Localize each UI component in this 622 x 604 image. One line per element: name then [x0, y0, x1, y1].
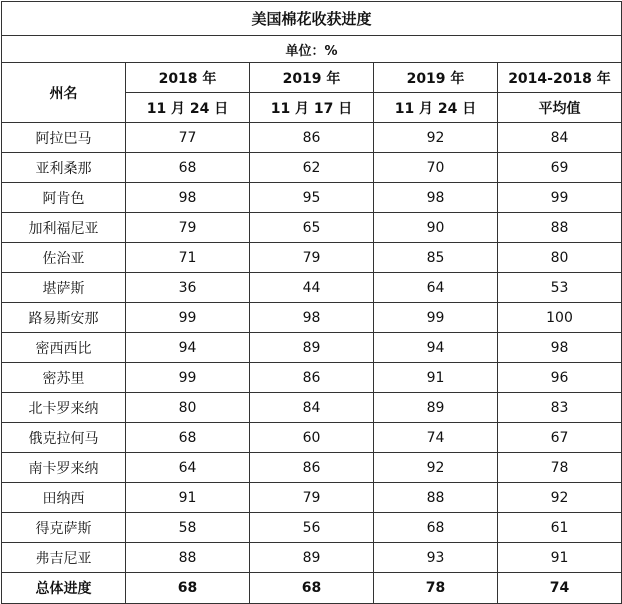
table-row	[2, 543, 622, 573]
table-row	[2, 453, 622, 483]
progress-value-cell: 70	[374, 153, 498, 183]
table-row	[2, 303, 622, 333]
progress-value-cell: 91	[126, 483, 250, 513]
state-name-cell: 弗吉尼亚	[2, 543, 126, 573]
column-header-line2: 11 月 17 日	[250, 93, 374, 123]
table-row	[2, 123, 622, 153]
progress-value-cell: 98	[126, 183, 250, 213]
cotton-harvest-table-container	[1, 1, 621, 597]
progress-value-cell: 98	[498, 333, 622, 363]
state-name-cell: 阿肯色	[2, 183, 126, 213]
progress-value-cell: 60	[250, 423, 374, 453]
data-rows	[2, 123, 622, 573]
progress-value-cell: 36	[126, 273, 250, 303]
state-name-cell: 密苏里	[2, 363, 126, 393]
progress-value-cell: 84	[498, 123, 622, 153]
progress-value-cell: 96	[498, 363, 622, 393]
progress-value-cell: 85	[374, 243, 498, 273]
state-name-cell: 北卡罗来纳	[2, 393, 126, 423]
table-row	[2, 423, 622, 453]
column-header-line2: 11 月 24 日	[374, 93, 498, 123]
state-name-cell: 俄克拉何马	[2, 423, 126, 453]
state-name-cell: 堪萨斯	[2, 273, 126, 303]
column-header-line2: 11 月 24 日	[126, 93, 250, 123]
progress-value-cell: 88	[374, 483, 498, 513]
progress-value-cell: 64	[374, 273, 498, 303]
table-row	[2, 153, 622, 183]
state-name-cell: 田纳西	[2, 483, 126, 513]
progress-value-cell: 83	[498, 393, 622, 423]
progress-value-cell: 99	[374, 303, 498, 333]
progress-value-cell: 74	[374, 423, 498, 453]
progress-value-cell: 65	[250, 213, 374, 243]
progress-value-cell: 95	[250, 183, 374, 213]
cotton-harvest-table	[1, 1, 622, 604]
total-cell: 68	[250, 573, 374, 604]
progress-value-cell: 92	[374, 453, 498, 483]
table-row	[2, 273, 622, 303]
progress-value-cell: 89	[250, 543, 374, 573]
progress-value-cell: 91	[498, 543, 622, 573]
state-name-cell: 得克萨斯	[2, 513, 126, 543]
progress-value-cell: 84	[250, 393, 374, 423]
progress-value-cell: 79	[250, 243, 374, 273]
table-row	[2, 333, 622, 363]
progress-value-cell: 94	[126, 333, 250, 363]
progress-value-cell: 64	[126, 453, 250, 483]
progress-value-cell: 86	[250, 453, 374, 483]
column-header-line1: 2014-2018 年	[498, 63, 622, 93]
progress-value-cell: 68	[374, 513, 498, 543]
progress-value-cell: 93	[374, 543, 498, 573]
table-row	[2, 483, 622, 513]
progress-value-cell: 92	[498, 483, 622, 513]
progress-value-cell: 90	[374, 213, 498, 243]
total-cell: 74	[498, 573, 622, 604]
progress-value-cell: 86	[250, 363, 374, 393]
progress-value-cell: 92	[374, 123, 498, 153]
column-header-line1: 2018 年	[126, 63, 250, 93]
state-name-cell: 阿拉巴马	[2, 123, 126, 153]
progress-value-cell: 61	[498, 513, 622, 543]
title-row	[2, 2, 622, 36]
progress-value-cell: 99	[498, 183, 622, 213]
progress-value-cell: 71	[126, 243, 250, 273]
column-header-line2: 平均值	[498, 93, 622, 123]
progress-value-cell: 100	[498, 303, 622, 333]
progress-value-cell: 67	[498, 423, 622, 453]
unit-label: 单位：%	[2, 36, 622, 63]
table-row	[2, 183, 622, 213]
progress-value-cell: 68	[126, 153, 250, 183]
header-row-1	[2, 63, 622, 93]
state-name-cell: 亚利桑那	[2, 153, 126, 183]
table-row	[2, 243, 622, 273]
total-row	[2, 573, 622, 604]
state-name-cell: 路易斯安那	[2, 303, 126, 333]
progress-value-cell: 79	[126, 213, 250, 243]
progress-value-cell: 77	[126, 123, 250, 153]
progress-value-cell: 68	[126, 423, 250, 453]
progress-value-cell: 91	[374, 363, 498, 393]
progress-value-cell: 80	[126, 393, 250, 423]
progress-value-cell: 89	[250, 333, 374, 363]
progress-value-cell: 98	[250, 303, 374, 333]
progress-value-cell: 62	[250, 153, 374, 183]
progress-value-cell: 58	[126, 513, 250, 543]
state-name-cell: 密西西比	[2, 333, 126, 363]
progress-value-cell: 86	[250, 123, 374, 153]
progress-value-cell: 99	[126, 303, 250, 333]
progress-value-cell: 56	[250, 513, 374, 543]
progress-value-cell: 80	[498, 243, 622, 273]
state-name-cell: 加利福尼亚	[2, 213, 126, 243]
table-title: 美国棉花收获进度	[2, 2, 622, 36]
state-name-cell: 南卡罗来纳	[2, 453, 126, 483]
progress-value-cell: 94	[374, 333, 498, 363]
table-row	[2, 363, 622, 393]
state-name-cell: 佐治亚	[2, 243, 126, 273]
progress-value-cell: 88	[126, 543, 250, 573]
progress-value-cell: 44	[250, 273, 374, 303]
column-header-line1: 2019 年	[250, 63, 374, 93]
table-row	[2, 513, 622, 543]
table-row	[2, 213, 622, 243]
progress-value-cell: 79	[250, 483, 374, 513]
total-cell: 78	[374, 573, 498, 604]
progress-value-cell: 89	[374, 393, 498, 423]
progress-value-cell: 53	[498, 273, 622, 303]
state-column-header: 州名	[2, 63, 126, 123]
progress-value-cell: 98	[374, 183, 498, 213]
unit-row	[2, 36, 622, 63]
total-label: 总体进度	[2, 573, 126, 604]
progress-value-cell: 99	[126, 363, 250, 393]
column-header-line1: 2019 年	[374, 63, 498, 93]
progress-value-cell: 88	[498, 213, 622, 243]
progress-value-cell: 69	[498, 153, 622, 183]
total-cell: 68	[126, 573, 250, 604]
table-row	[2, 393, 622, 423]
progress-value-cell: 78	[498, 453, 622, 483]
